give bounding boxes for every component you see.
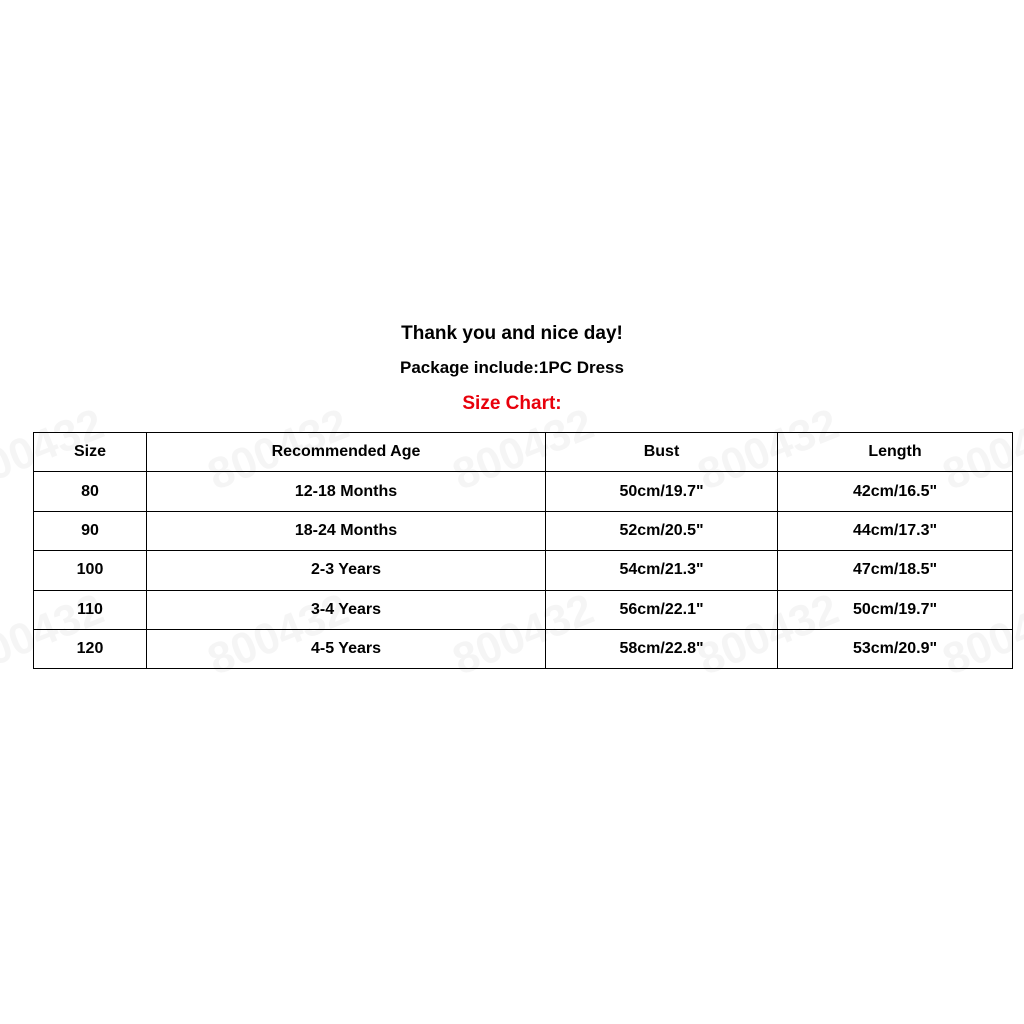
cell-age: 12-18 Months [147, 472, 546, 511]
table-row [34, 590, 1013, 629]
cell-size: 80 [34, 472, 147, 511]
table-row [34, 511, 1013, 550]
cell-age: 2-3 Years [147, 551, 546, 590]
cell-length: 47cm/18.5" [778, 551, 1013, 590]
cell-bust: 52cm/20.5" [546, 511, 778, 550]
table-row [34, 472, 1013, 511]
thank-you-heading: Thank you and nice day! [401, 323, 623, 344]
table-header-row [34, 433, 1013, 472]
cell-size: 110 [34, 590, 147, 629]
cell-length: 44cm/17.3" [778, 511, 1013, 550]
cell-length: 50cm/19.7" [778, 590, 1013, 629]
header-recommended-age: Recommended Age [147, 433, 546, 472]
package-include-text: Package include:1PC Dress [400, 358, 624, 377]
size-chart-table [33, 432, 1013, 669]
cell-size: 100 [34, 551, 147, 590]
cell-bust: 54cm/21.3" [546, 551, 778, 590]
header-size: Size [34, 433, 147, 472]
cell-age: 4-5 Years [147, 629, 546, 668]
cell-bust: 50cm/19.7" [546, 472, 778, 511]
size-chart-title: Size Chart: [462, 393, 562, 414]
cell-age: 18-24 Months [147, 511, 546, 550]
header-bust: Bust [546, 433, 778, 472]
table-row [34, 551, 1013, 590]
cell-size: 90 [34, 511, 147, 550]
cell-length: 42cm/16.5" [778, 472, 1013, 511]
cell-size: 120 [34, 629, 147, 668]
cell-age: 3-4 Years [147, 590, 546, 629]
cell-length: 53cm/20.9" [778, 629, 1013, 668]
table-row [34, 629, 1013, 668]
cell-bust: 56cm/22.1" [546, 590, 778, 629]
header-length: Length [778, 433, 1013, 472]
cell-bust: 58cm/22.8" [546, 629, 778, 668]
